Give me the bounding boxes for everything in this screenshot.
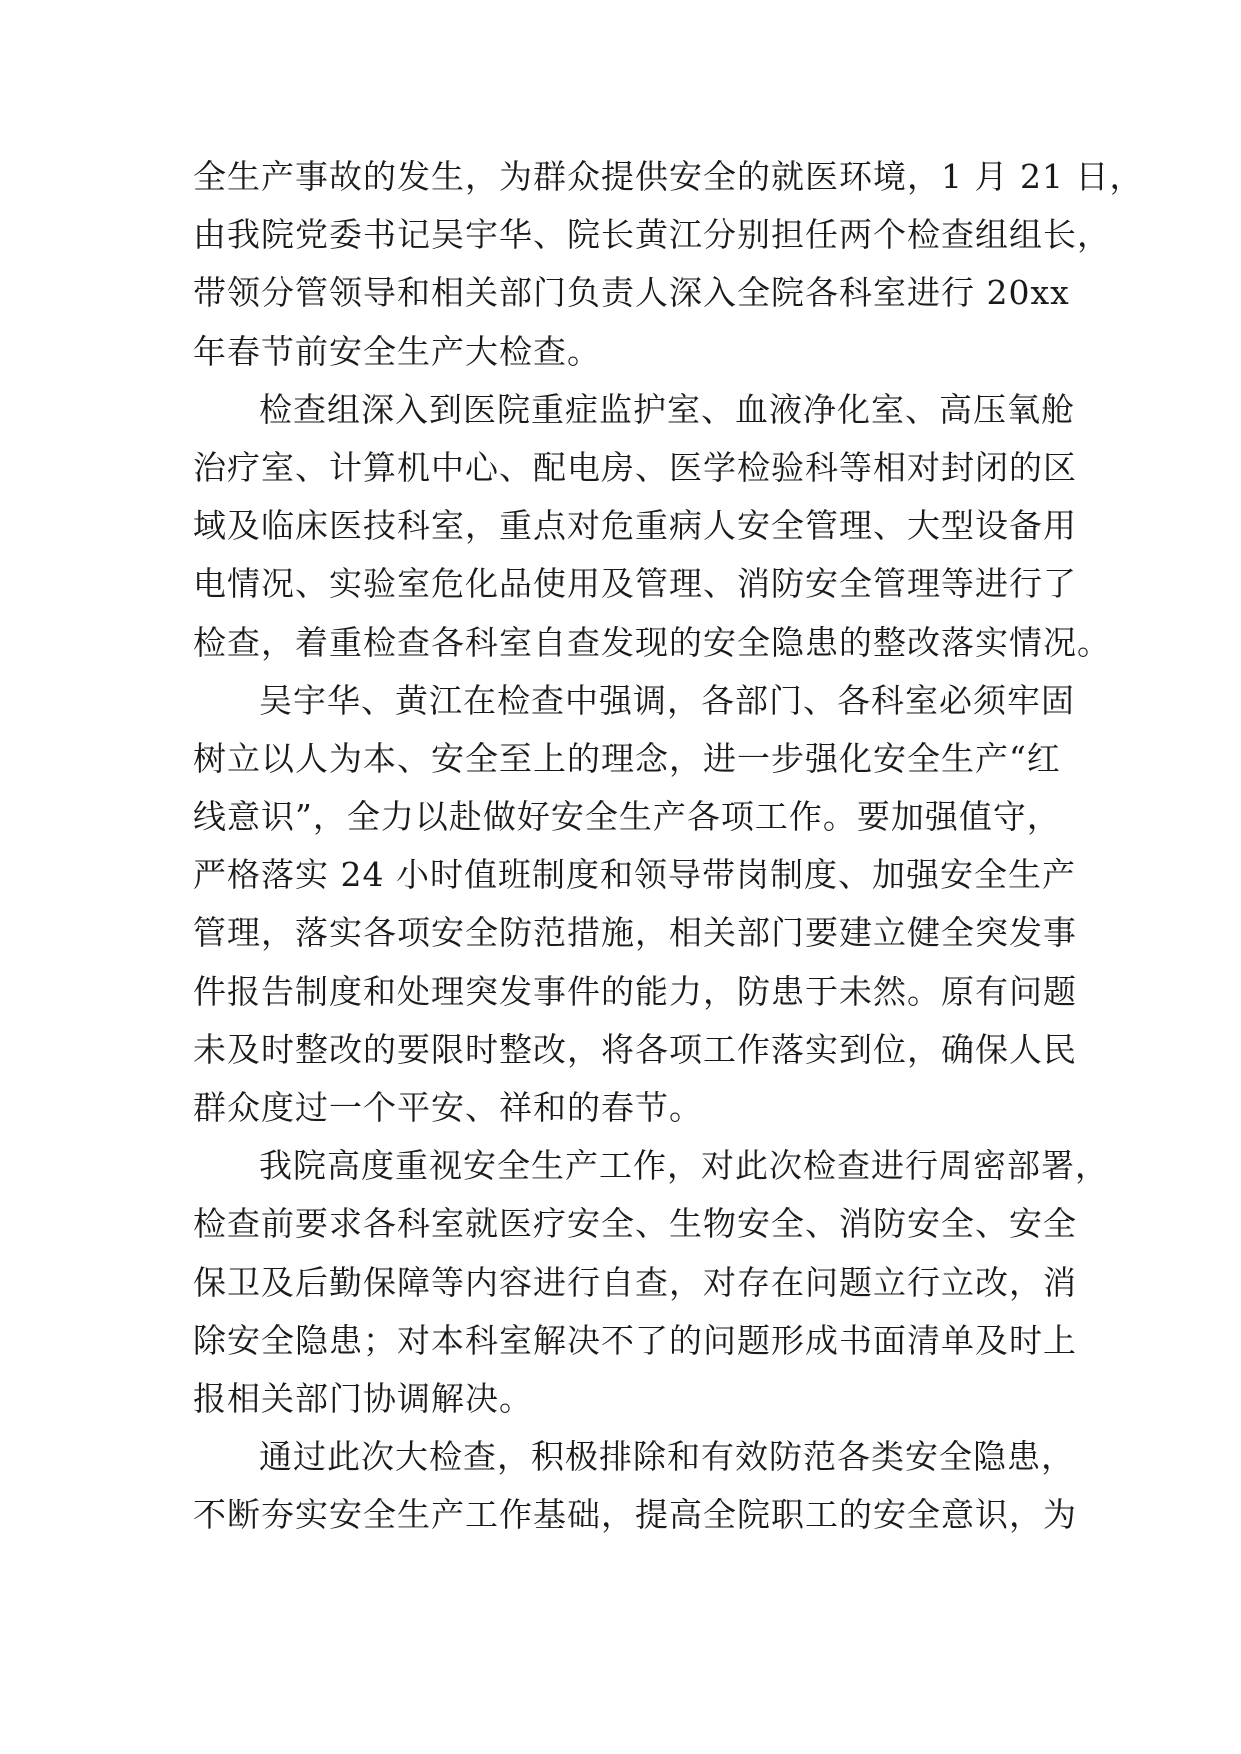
text-line: 管理，落实各项安全防范措施，相关部门要建立健全突发事 bbox=[193, 913, 1077, 953]
paragraph-first-line: 吴宇华、黄江在检查中强调，各部门、各科室必须牢固 bbox=[259, 680, 1075, 720]
text-line: 不断夯实安全生产工作基础，提高全院职工的安全意识，为 bbox=[193, 1495, 1077, 1535]
text-line: 全生产事故的发生，为群众提供安全的就医环境，1 月 21 日， bbox=[193, 157, 1144, 196]
text-line: 严格落实 24 小时值班制度和领导带岗制度、加强安全生产 bbox=[193, 855, 1076, 895]
text-line: 树立以人为本、安全至上的理念，进一步强化安全生产“红 bbox=[193, 738, 1061, 778]
text-line: 检查，着重检查各科室自查发现的安全隐患的整改落实情况。 bbox=[193, 622, 1111, 662]
paragraph-first-line: 通过此次大检查，积极排除和有效防范各类安全隐患， bbox=[259, 1437, 1075, 1477]
text-line: 群众度过一个平安、祥和的春节。 bbox=[193, 1088, 703, 1127]
text-line: 件报告制度和处理突发事件的能力，防患于未然。原有问题 bbox=[193, 971, 1077, 1011]
text-line: 治疗室、计算机中心、配电房、医学检验科等相对封闭的区 bbox=[193, 447, 1077, 487]
text-line: 线意识”，全力以赴做好安全生产各项工作。要加强值守， bbox=[193, 797, 1061, 837]
document-body bbox=[193, 148, 1144, 1545]
text-line: 由我院党委书记吴宇华、院长黄江分别担任两个检查组组长， bbox=[193, 215, 1111, 255]
text-line: 域及临床医技科室，重点对危重病人安全管理、大型设备用 bbox=[193, 506, 1077, 546]
text-line: 电情况、实验室危化品使用及管理、消防安全管理等进行了 bbox=[193, 564, 1077, 604]
text-line: 保卫及后勤保障等内容进行自查，对存在问题立行立改，消 bbox=[193, 1262, 1077, 1302]
text-line: 检查前要求各科室就医疗安全、生物安全、消防安全、安全 bbox=[193, 1204, 1077, 1244]
paragraph-first-line: 我院高度重视安全生产工作，对此次检查进行周密部署， bbox=[259, 1146, 1109, 1186]
text-line: 带领分管领导和相关部门负责人深入全院各科室进行 20xx bbox=[193, 273, 1070, 313]
paragraph-first-line: 检查组深入到医院重症监护室、血液净化室、高压氧舱 bbox=[259, 389, 1075, 429]
text-line: 年春节前安全生产大检查。 bbox=[193, 331, 601, 371]
text-line: 未及时整改的要限时整改，将各项工作落实到位，确保人民 bbox=[193, 1029, 1077, 1069]
text-line: 报相关部门协调解决。 bbox=[193, 1378, 533, 1418]
text-line: 除安全隐患；对本科室解决不了的问题形成书面清单及时上 bbox=[193, 1320, 1077, 1360]
